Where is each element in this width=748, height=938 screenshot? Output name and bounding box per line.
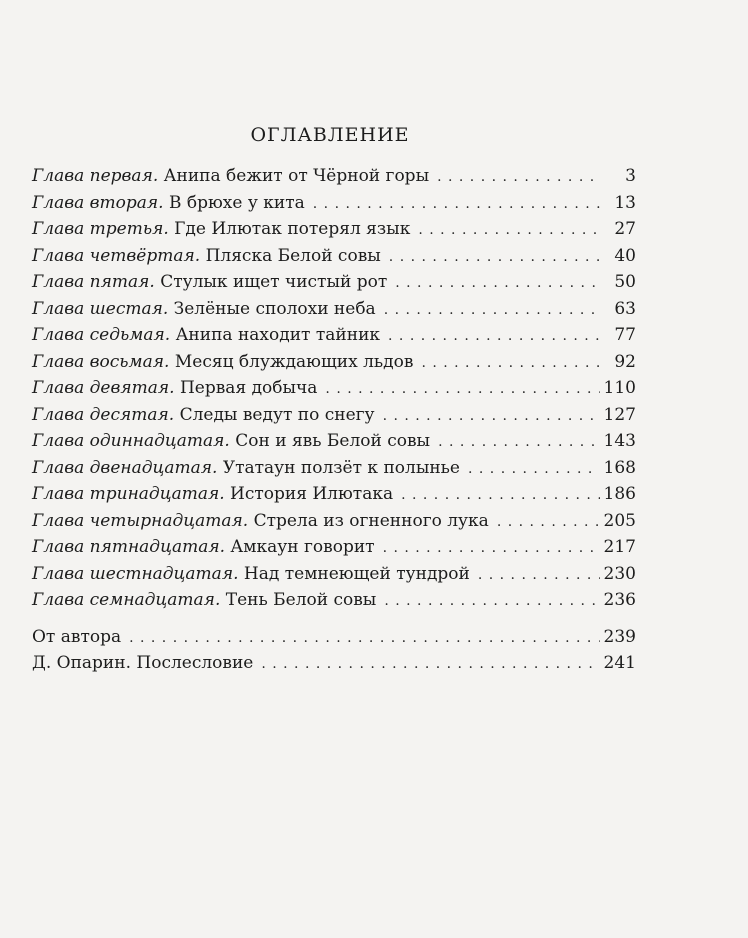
toc-entry <box>32 458 636 485</box>
chapter-title: Д. Опарин. Послесловие <box>32 653 254 673</box>
toc-entry-label <box>32 458 460 478</box>
dot-leader <box>313 196 600 212</box>
toc-entry <box>32 246 636 273</box>
chapter-title: Следы ведут по снегу <box>179 404 375 425</box>
chapter-title: Месяц блуждающих льдов <box>174 351 414 372</box>
toc-entry-label <box>32 246 381 266</box>
chapter-title: Анипа бежит от Чёрной горы <box>163 166 430 186</box>
chapter-number: Глава четвёртая. <box>32 245 201 266</box>
chapter-number: Глава пятнадцатая. <box>32 537 225 557</box>
toc-entry <box>32 166 636 193</box>
dot-leader <box>468 461 600 477</box>
chapter-title: Амкаун говорит <box>230 537 375 557</box>
toc-entry-label <box>32 431 430 451</box>
chapter-title: Тень Белой совы <box>225 590 377 610</box>
toc-entry-label <box>32 352 413 372</box>
toc-entry-label <box>32 653 253 673</box>
chapter-title: От автора <box>32 626 122 647</box>
page-number: 236 <box>603 590 636 610</box>
table-of-contents <box>32 166 636 680</box>
page-number: 205 <box>603 510 636 531</box>
dot-leader <box>438 434 599 450</box>
toc-entry <box>32 653 636 680</box>
page-number: 63 <box>614 298 636 319</box>
toc-entry-label <box>32 166 429 186</box>
toc-entry <box>32 405 636 432</box>
toc-entry <box>32 378 636 405</box>
chapter-title: Над темнеющей тундрой <box>243 563 470 584</box>
dot-leader <box>421 355 600 371</box>
page-number: 77 <box>614 325 636 345</box>
dot-leader <box>497 514 600 530</box>
chapter-number: Глава тринадцатая. <box>32 484 225 504</box>
dot-leader <box>437 169 600 185</box>
chapter-number: Глава шестнадцатая. <box>32 563 239 584</box>
page-number: 217 <box>603 537 636 557</box>
toc-entry <box>32 590 636 617</box>
page-number: 92 <box>614 351 636 372</box>
chapter-title: Зелёные сполохи неба <box>173 298 376 319</box>
toc-entry <box>32 193 636 220</box>
toc-entry-label <box>32 627 121 647</box>
page-number: 230 <box>603 563 636 584</box>
toc-entry-label <box>32 564 470 584</box>
page-number: 127 <box>603 404 636 425</box>
toc-entry <box>32 537 636 564</box>
toc-entry <box>32 431 636 458</box>
chapter-number: Глава вторая. <box>32 192 164 213</box>
toc-entry-label <box>32 272 387 292</box>
page-number: 50 <box>614 272 636 292</box>
chapter-number: Глава шестая. <box>32 298 169 319</box>
page-number: 110 <box>603 378 636 398</box>
toc-entry-label <box>32 193 305 213</box>
page-number: 186 <box>603 484 636 504</box>
chapter-number: Глава третья. <box>32 219 169 239</box>
page-number: 13 <box>614 192 636 213</box>
chapter-number: Глава двенадцатая. <box>32 457 218 478</box>
toc-entry-label <box>32 405 375 425</box>
section-gap <box>32 617 636 627</box>
chapter-number: Глава первая. <box>32 166 159 186</box>
chapter-number: Глава восьмая. <box>32 351 170 372</box>
chapter-number: Глава десятая. <box>32 404 175 425</box>
page-number: 143 <box>603 431 636 451</box>
chapter-title: Стулык ищет чистый рот <box>160 272 388 292</box>
toc-entry <box>32 627 636 654</box>
toc-entry-label <box>32 219 410 239</box>
chapter-number: Глава седьмая. <box>32 325 171 345</box>
toc-entry <box>32 219 636 246</box>
chapter-title: Утатаун ползёт к полынье <box>222 457 460 478</box>
toc-entry <box>32 484 636 511</box>
toc-entry-label <box>32 299 376 319</box>
page-number: 239 <box>603 626 636 647</box>
dot-leader <box>389 249 600 265</box>
chapter-title: История Илютака <box>230 484 394 504</box>
chapter-title: Анипа находит тайник <box>175 325 381 345</box>
toc-entry <box>32 564 636 591</box>
toc-entry <box>32 511 636 538</box>
page-number: 168 <box>603 457 636 478</box>
dot-leader <box>401 487 599 503</box>
toc-title: ОГЛАВЛЕНИЕ <box>250 124 410 146</box>
chapter-title: В брюхе у кита <box>168 192 305 213</box>
chapter-title: Первая добыча <box>179 378 318 398</box>
dot-leader <box>325 381 599 397</box>
dot-leader <box>395 275 600 291</box>
chapter-number: Глава девятая. <box>32 378 175 398</box>
dot-leader <box>418 222 600 238</box>
dot-leader <box>384 593 599 609</box>
chapter-number: Глава четырнадцатая. <box>32 510 249 531</box>
dot-leader <box>261 656 599 672</box>
toc-entry-label <box>32 378 317 398</box>
dot-leader <box>384 302 600 318</box>
page-number: 40 <box>614 245 636 266</box>
chapter-number: Глава семнадцатая. <box>32 590 221 610</box>
toc-entry-label <box>32 590 376 610</box>
toc-entry <box>32 272 636 299</box>
toc-entry-label <box>32 537 375 557</box>
chapter-number: Глава пятая. <box>32 272 155 292</box>
chapter-title: Где Илютак потерял язык <box>174 219 411 239</box>
toc-entry-label <box>32 484 393 504</box>
toc-entry <box>32 299 636 326</box>
toc-entry-label <box>32 511 489 531</box>
chapter-title: Пляска Белой совы <box>205 245 381 266</box>
page-number: 241 <box>603 653 636 673</box>
chapter-number: Глава одиннадцатая. <box>32 431 230 451</box>
toc-entry-label <box>32 325 380 345</box>
dot-leader <box>129 630 599 646</box>
page-number: 27 <box>614 219 636 239</box>
toc-entry <box>32 325 636 352</box>
dot-leader <box>478 567 600 583</box>
dot-leader <box>383 408 600 424</box>
dot-leader <box>388 328 600 344</box>
chapter-title: Стрела из огненного лука <box>253 510 489 531</box>
toc-entry <box>32 352 636 379</box>
page-number: 3 <box>625 166 636 186</box>
chapter-title: Сон и явь Белой совы <box>235 431 431 451</box>
dot-leader <box>383 540 600 556</box>
